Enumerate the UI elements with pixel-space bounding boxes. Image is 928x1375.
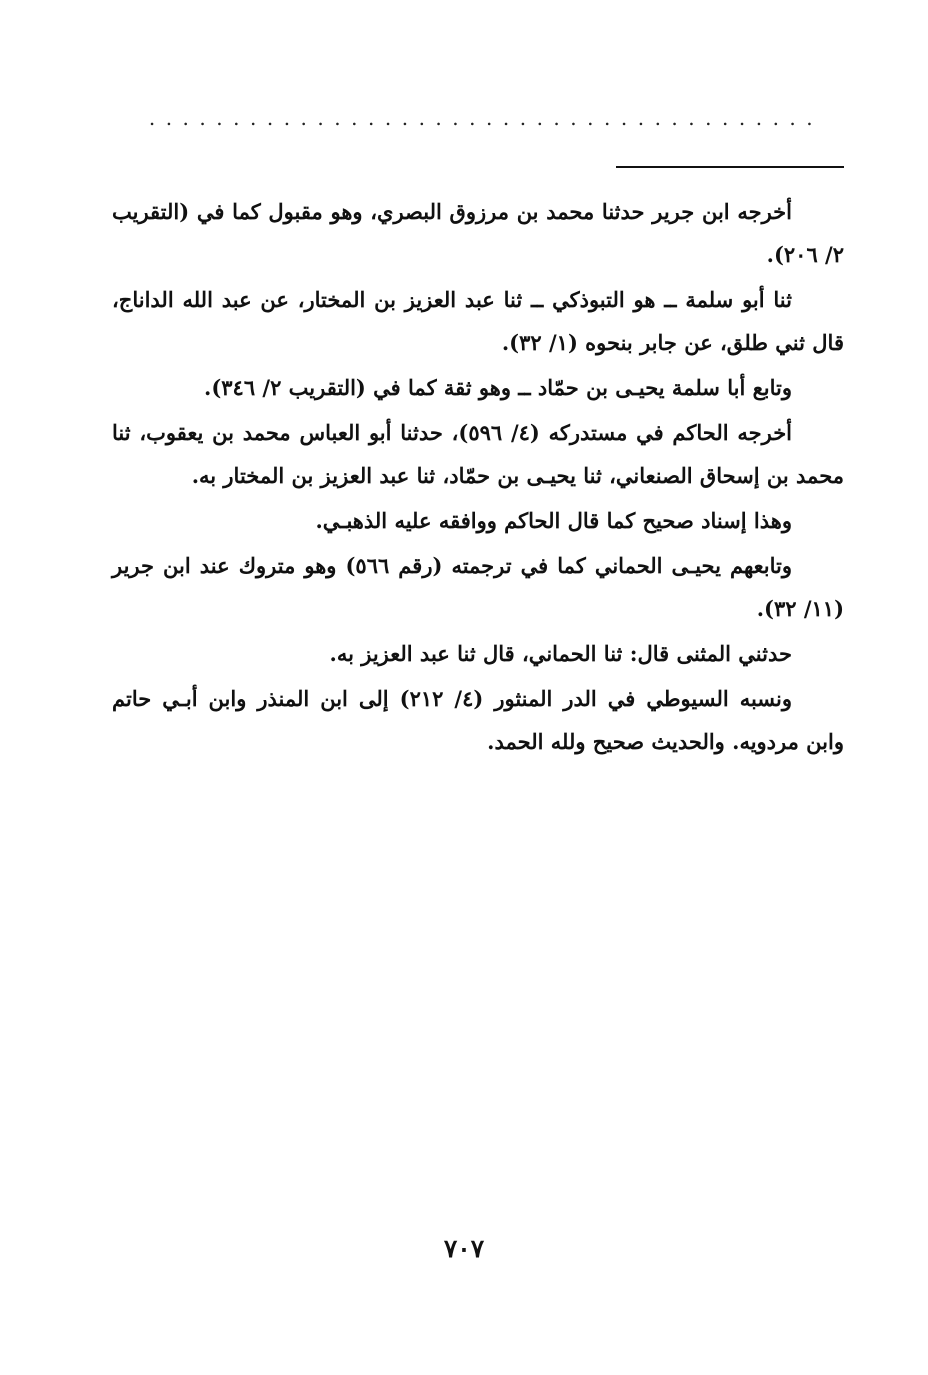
dotted-separator: ........................................ [148,108,824,128]
paragraph: وتابعهم يحيـى الحماني كما في ترجمته (رقم ٥٦٦) وهو متروك عند ابن جرير (١١/ ٣٢). [112,553,844,621]
paragraph: وهذا إسناد صحيح كما قال الحاكم ووافقه عليه الذهبـي. [315,508,792,533]
paragraph: أخرجه الحاكم في مستدركه (٤/ ٥٩٦)، حدثنا أبو العباس محمد بن يعقوب، ثنا محمد بن إسحاق الصنعاني، ثنا يحيـى بن حمّاد، ثنا عبد العزيز بن المختار به. [112,420,844,488]
paragraph: وتابع أبا سلمة يحيـى بن حمّاد ــ وهو ثقة كما في (التقريب ٢/ ٣٤٦). [204,375,792,400]
paragraph: أخرجه ابن جرير حدثنا محمد بن مرزوق البصري، وهو مقبول كما في (التقريب ٢/ ٢٠٦). [112,199,844,267]
paragraph: حدثني المثنى قال: ثنا الحماني، قال ثنا عبد العزيز به. [329,641,792,666]
paragraph: ثنا أبو سلمة ــ هو التبوذكي ــ ثنا عبد العزيز بن المختار، عن عبد الله الداناج، قال ثني طلق، عن جابر بنحوه (١/ ٣٢). [112,287,844,355]
footnote-text-block [112,190,844,765]
footnote-rule [616,166,844,168]
paragraph: ونسبه السيوطي في الدر المنثور (٤/ ٢١٢) إلى ابن المنذر وابن أبـي حاتم وابن مردويه. والحديث صحيح ولله الحمد. [112,686,844,754]
page-number: ٧٠٧ [443,1234,485,1263]
